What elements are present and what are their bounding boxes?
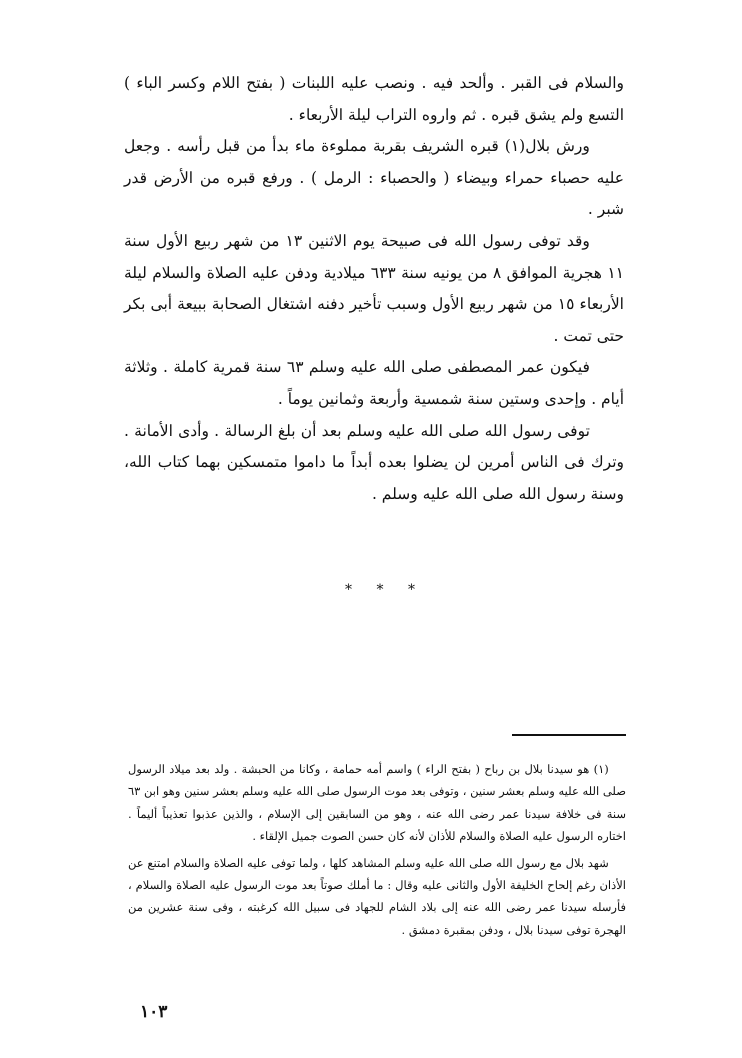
paragraph-bilal-water: ورش بلال(١) قبره الشريف بقربة مملوءة ماء بدأ من قبل رأسه . وجعل عليه حصباء حمراء وبيضاء ( والحصباء : الرمل ) . ورفع قبره من الأرض قدر شبر . (124, 137, 624, 219)
paragraph-legacy: توفى رسول الله صلى الله عليه وسلم بعد أن بلغ الرسالة . وأدى الأمانة . وترك فى الناس أمرين لن يضلوا بعده أبداً ما داموا متمسكين بهما كتاب الله، وسنة رسول الله صلى الله عليه وسلم . (124, 421, 624, 503)
paragraph-death-date: وقد توفى رسول الله فى صبيحة يوم الاثنين ١٣ من شهر ربيع الأول سنة ١١ هجرية الموافق ٨ من يونيه سنة ٦٣٣ ميلادية ودفن عليه الصلاة والسلام ليلة الأربعاء ١٥ من شهر ربيع الأول وسبب تأخير دفنه اشتغال الصحابة ببيعة أبى بكر حتى تمت . (124, 231, 624, 345)
main-text (124, 68, 624, 510)
footnote-bilal: (١) هو سيدنا بلال بن رباح ( بفتح الراء ) واسم أمه حمامة ، وكانا من الحبشة . ولد بعد ميلاد الرسول صلى الله عليه وسلم بعشر سنين ، وتوفى بعد موت الرسول صلى الله عليه وسلم بعشر سنين وهو ابن ٦٣ سنة فى خلافة سيدنا عمر رضى الله عنه ، وهو من السابقين إلى الإسلام ، والذين عذبوا تعذيباً أليماً . اختاره الرسول عليه الصلاة والسلام للأذان لأنه كان حسن الصوت جميل الإلقاء . (128, 762, 626, 844)
section-separator: * * * (345, 582, 425, 598)
footnote-divider (512, 734, 626, 736)
page-number: ١٠٣ (140, 1002, 168, 1022)
footnotes (128, 758, 626, 941)
paragraph-burial: والسلام فى القبر . وألحد فيه . ونصب عليه اللبنات ( بفتح اللام وكسر الباء ) التسع ولم يشق قبره . ثم واروه التراب ليلة الأربعاء . (124, 74, 624, 124)
footnote-bilal-continued: شهد بلال مع رسول الله صلى الله عليه وسلم المشاهد كلها ، ولما توفى عليه الصلاة والسلام امتنع عن الأذان رغم إلحاح الخليفة الأول والثانى عليه وقال : ما أملك صوتاً بعد موت الرسول عليه الصلاة والسلام ، فأرسله سيدنا عمر رضى الله عنه إلى بلاد الشام للجهاد فى سبيل الله كرغبته ، وفى سنة عشرين من الهجرة توفى سيدنا بلال ، ودفن بمقبرة دمشق . (128, 855, 626, 937)
paragraph-age: فيكون عمر المصطفى صلى الله عليه وسلم ٦٣ سنة قمرية كاملة . وثلاثة أيام . وإحدى وستين سنة شمسية وأربعة وثمانين يوماً . (124, 358, 624, 408)
